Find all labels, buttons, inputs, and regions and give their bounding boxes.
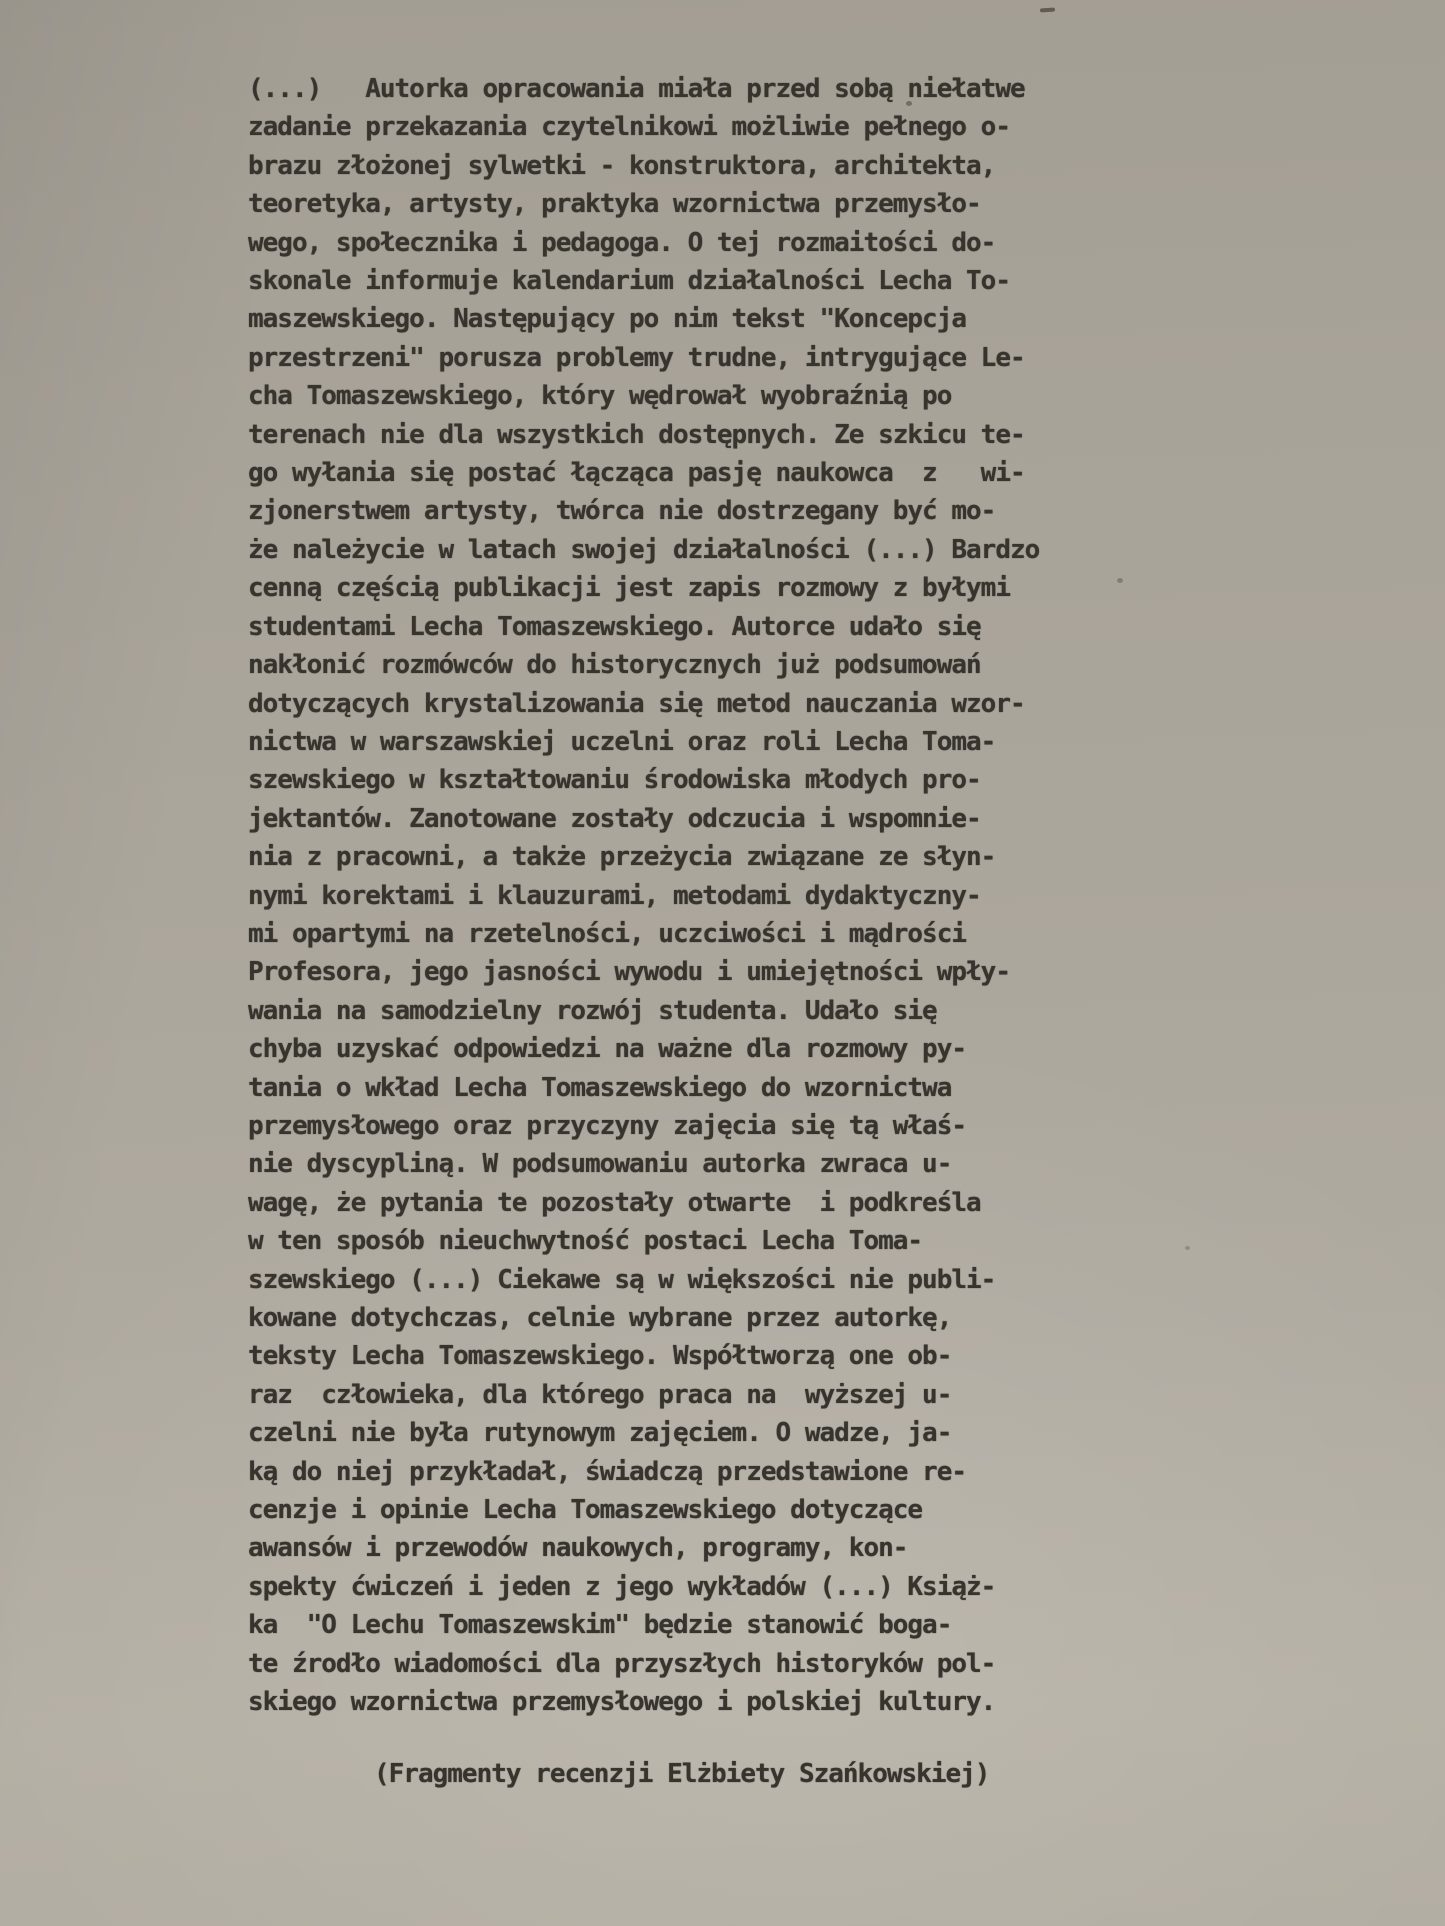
text-line: tania o wkład Lecha Tomaszewskiego do wzornictwa — [248, 1072, 952, 1103]
text-line: ka "O Lechu Tomaszewskim" będzie stanowić boga- — [248, 1610, 952, 1641]
text-line: szewskiego w kształtowaniu środowiska młodych pro- — [248, 765, 981, 796]
text-line: przestrzeni" porusza problemy trudne, intrygujące Le- — [248, 342, 1025, 373]
text-line: szewskiego (...) Ciekawe są w większości nie publi- — [248, 1264, 996, 1295]
text-line: nia z pracowni, a także przeżycia związane ze słyn- — [248, 842, 996, 873]
text-line: brazu złożonej sylwetki - konstruktora, architekta, — [248, 150, 996, 181]
text-line: Profesora, jego jasności wywodu i umiejętności wpły- — [248, 957, 1010, 988]
text-line: chyba uzyskać odpowiedzi na ważne dla rozmowy py- — [248, 1034, 967, 1065]
text-line: teoretyka, artysty, praktyka wzornictwa przemysło- — [248, 189, 981, 220]
text-line: wania na samodzielny rozwój studenta. Udało się — [248, 995, 937, 1026]
text-line: cha Tomaszewskiego, który wędrował wyobraźnią po — [248, 381, 952, 412]
text-line: awansów i przewodów naukowych, programy, kon- — [248, 1533, 908, 1564]
text-line: dotyczących krystalizowania się metod nauczania wzor- — [248, 688, 1025, 719]
text-line: spekty ćwiczeń i jeden z jego wykładów (...) Książ- — [248, 1571, 996, 1602]
text-line: mi opartymi na rzetelności, uczciwości i mądrości — [248, 918, 967, 949]
text-line: przemysłowego oraz przyczyny zajęcia się tą właś- — [248, 1110, 967, 1141]
text-line: teksty Lecha Tomaszewskiego. Współtworzą one ob- — [248, 1341, 952, 1372]
text-line: kowane dotychczas, celnie wybrane przez autorkę, — [248, 1303, 952, 1333]
text-line: ką do niej przykładał, świadczą przedstawione re- — [248, 1456, 967, 1487]
text-line: nymi korektami i klauzurami, metodami dydaktyczny- — [248, 880, 981, 911]
text-line: zadanie przekazania czytelnikowi możliwie pełnego o- — [248, 112, 1010, 143]
text-line: cenzje i opinie Lecha Tomaszewskiego dotyczące — [248, 1495, 923, 1526]
typewritten-lines — [248, 70, 1348, 1721]
text-line: wego, społecznika i pedagoga. O tej rozmaitości do- — [248, 227, 996, 258]
text-line: te źrodło wiadomości dla przyszłych historyków pol- — [248, 1648, 996, 1679]
caption-line: (Fragmenty recenzji Elżbiety Szańkowskiej) — [374, 1759, 990, 1790]
text-line: terenach nie dla wszystkich dostępnych. Ze szkicu te- — [248, 419, 1025, 450]
text-line: zjonerstwem artysty, twórca nie dostrzegany być mo- — [248, 496, 996, 527]
text-line: nie dyscypliną. W podsumowaniu autorka zwraca u- — [248, 1149, 952, 1180]
text-line: (...) Autorka opracowania miała przed sobą niełatwe — [248, 74, 1025, 104]
text-line: nakłonić rozmówców do historycznych już podsumowań — [248, 650, 981, 681]
text-line: w ten sposób nieuchwytność postaci Lecha Toma- — [248, 1226, 923, 1257]
review-text-block — [248, 70, 1348, 1794]
text-line: cenną częścią publikacji jest zapis rozmowy z byłymi — [248, 573, 1010, 604]
text-line: wagę, że pytania te pozostały otwarte i podkreśla — [248, 1187, 981, 1218]
text-line: go wyłania się postać łącząca pasję naukowca z wi- — [248, 458, 1025, 489]
text-line: że należycie w latach swojej działalności (...) Bardzo — [248, 534, 1040, 565]
text-line: studentami Lecha Tomaszewskiego. Autorce udało się — [248, 611, 981, 642]
text-line: raz człowieka, dla którego praca na wyższej u- — [248, 1379, 952, 1410]
text-line: maszewskiego. Następujący po nim tekst "Koncepcja — [248, 304, 967, 335]
text-line: skonale informuje kalendarium działalności Lecha To- — [248, 266, 1010, 297]
text-line: czelni nie była rutynowym zajęciem. O wadze, ja- — [248, 1418, 952, 1449]
text-line: jektantów. Zanotowane zostały odczucia i wspomnie- — [248, 803, 981, 834]
text-line: nictwa w warszawskiej uczelni oraz roli Lecha Toma- — [248, 726, 996, 757]
paper-speck — [1040, 7, 1055, 12]
text-line: skiego wzornictwa przemysłowego i polskiej kultury. — [248, 1687, 996, 1718]
